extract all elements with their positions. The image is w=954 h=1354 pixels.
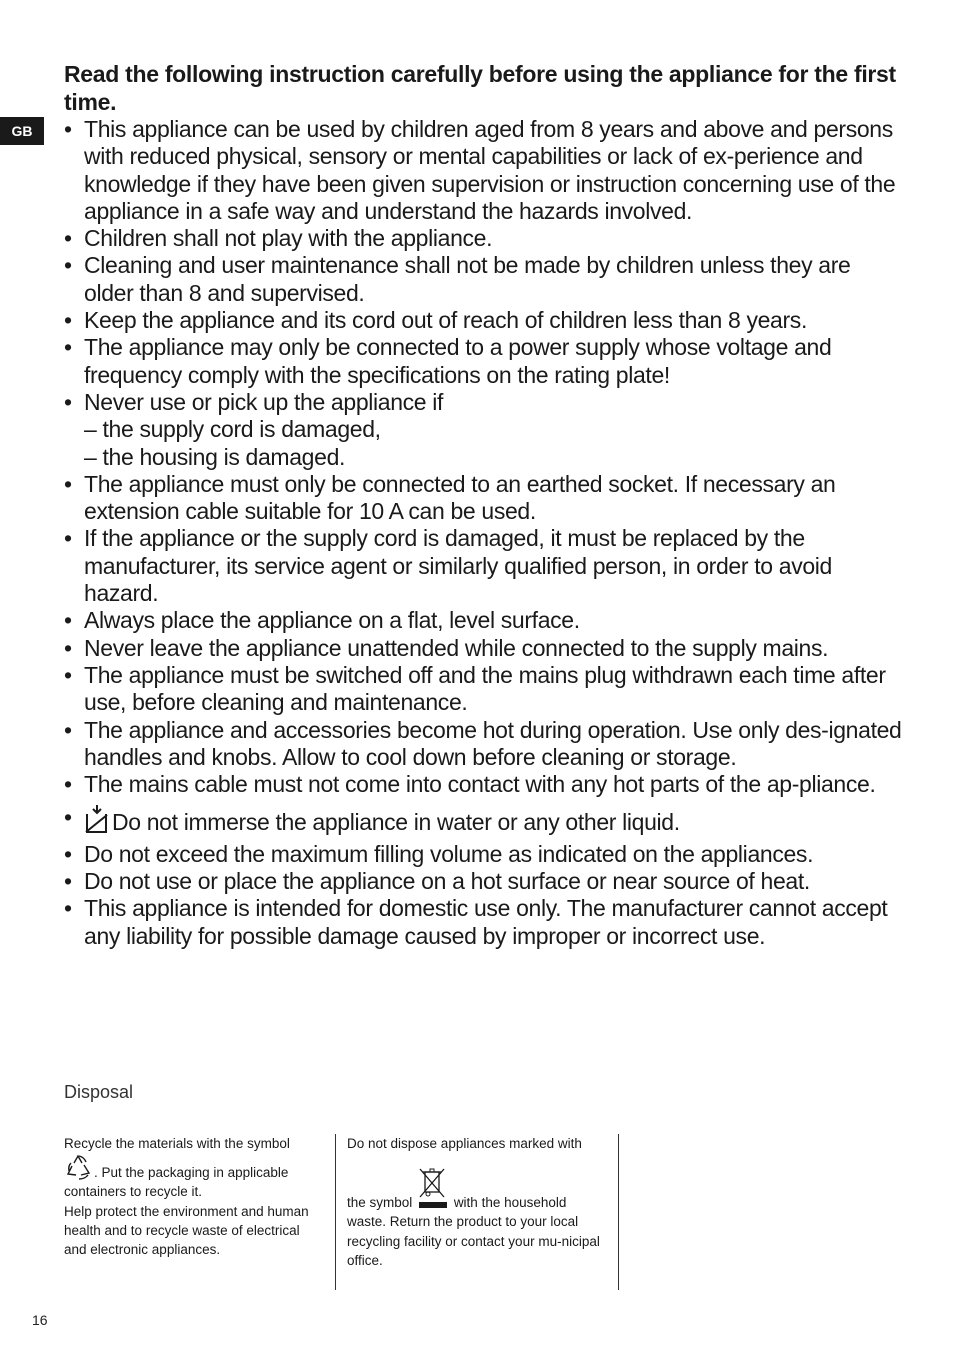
rule-text: This appliance can be used by children aged from 8 years and above and persons with reduced physical, sensory or mental capabilities or lack of ex-perience and knowledge if they have been given supervision or instruction concerning use of the appliance in a safe way and understand the hazards involved. xyxy=(84,116,896,224)
crossed-bin-icon xyxy=(416,1195,450,1210)
weee-text: with the household waste. Return the product to your local recycling facility or contact your mu-nicipal office. xyxy=(347,1195,600,1268)
rule-text: The appliance must only be connected to an earthed socket. If necessary an extension cable suitable for 10 A can be used. xyxy=(84,470,836,525)
rule-item xyxy=(64,607,904,634)
bullet: • xyxy=(64,225,72,252)
rule-text: Do not use or place the appliance on a hot surface or near source of heat. xyxy=(84,868,810,895)
rule-item xyxy=(64,635,904,662)
rule-item xyxy=(64,525,904,607)
rule-text: Cleaning and user maintenance shall not be made by children unless they are older than 8 and supervised. xyxy=(84,252,851,306)
rule-item xyxy=(64,471,904,526)
bullet: • xyxy=(64,116,72,142)
bullet: • xyxy=(64,388,72,415)
bullet: • xyxy=(64,307,72,334)
bullet: • xyxy=(64,895,72,922)
disposal-title: Disposal xyxy=(64,1082,134,1102)
bullet: • xyxy=(64,252,72,279)
rule-item xyxy=(64,804,904,840)
rule-text: Do not exceed the maximum filling volume as indicated on the appliances. xyxy=(84,840,814,867)
rule-text: Always place the appliance on a flat, level surface. xyxy=(84,607,580,634)
language-tab: GB xyxy=(0,117,44,145)
rule-text: Do not immerse the appliance in water or any other liquid. xyxy=(112,809,680,836)
rule-item xyxy=(64,116,904,225)
recycle-icon xyxy=(64,1165,94,1180)
weee-column xyxy=(347,1134,609,1270)
bullet: • xyxy=(64,840,72,867)
bullet: • xyxy=(64,771,72,798)
rule-subitem: – the supply cord is damaged, xyxy=(84,416,381,443)
bullet: • xyxy=(64,634,72,661)
recycle-text: Recycle the materials with the symbol xyxy=(64,1136,290,1151)
rule-item xyxy=(64,717,904,772)
recycle-column xyxy=(64,1134,322,1259)
bullet: • xyxy=(64,525,72,552)
bullet: • xyxy=(64,470,72,497)
rule-text: This appliance is intended for domestic use only. The manufacturer cannot accept any liability for possible damage caused by improper or incorrect use. xyxy=(84,895,888,949)
rule-item xyxy=(64,662,904,717)
rule-text: The appliance must be switched off and the mains plug withdrawn each time after use, before cleaning and maintenance. xyxy=(84,661,886,716)
rule-item xyxy=(64,225,904,252)
recycle-line xyxy=(64,1153,322,1201)
bullet: • xyxy=(64,661,72,688)
rule-text: Never leave the appliance unattended while connected to the supply mains. xyxy=(84,634,829,661)
no-immerse-icon xyxy=(84,804,110,840)
bullet: • xyxy=(64,804,72,831)
rule-item xyxy=(64,389,904,471)
spacer xyxy=(347,1153,609,1167)
rule-text: If the appliance or the supply cord is damaged, it must be replaced by the manufacturer, its service agent or similarly qualified person, in order to avoid hazard. xyxy=(84,525,832,607)
rule-subitem: – the housing is damaged. xyxy=(84,443,346,470)
rule-text: Keep the appliance and its cord out of reach of children less than 8 years. xyxy=(84,307,807,334)
weee-line xyxy=(347,1167,609,1270)
rule-item xyxy=(64,771,904,798)
rule-text: The appliance and accessories become hot during operation. Use only des-ignated handles and knobs. Allow to cool down before cleaning or storage. xyxy=(84,716,902,770)
rule-text: Children shall not play with the appliance. xyxy=(84,225,493,252)
rule-text: The appliance may only be connected to a power supply whose voltage and frequency comply with the specifications on the rating plate! xyxy=(84,334,832,388)
column-divider xyxy=(335,1134,336,1290)
rule-item xyxy=(64,252,904,307)
weee-text: Do not dispose appliances marked with xyxy=(347,1136,582,1151)
rule-item xyxy=(64,334,904,389)
recycle-text: Help protect the environment and human health and to recycle waste of electrical and electronic appliances. xyxy=(64,1203,309,1258)
rule-item xyxy=(64,841,904,868)
safety-instructions xyxy=(64,60,904,950)
rule-text: Never use or pick up the appliance if xyxy=(84,388,444,415)
rule-item xyxy=(64,868,904,895)
column-divider xyxy=(618,1134,619,1290)
weee-text: the symbol xyxy=(347,1195,413,1211)
rule-item xyxy=(64,895,904,950)
bullet: • xyxy=(64,868,72,895)
recycle-text: . Put the packaging in applicable containers to recycle it. xyxy=(64,1165,289,1200)
safety-rules-list xyxy=(64,116,904,950)
page-number: 16 xyxy=(32,1312,48,1328)
bullet: • xyxy=(64,716,72,743)
rule-item xyxy=(64,307,904,334)
page-heading: Read the following instruction carefully before using the appliance for the first time. xyxy=(64,61,896,115)
bullet: • xyxy=(64,607,72,634)
rule-text: The mains cable must not come into contact with any hot parts of the ap-pliance. xyxy=(84,771,876,798)
bullet: • xyxy=(64,334,72,361)
